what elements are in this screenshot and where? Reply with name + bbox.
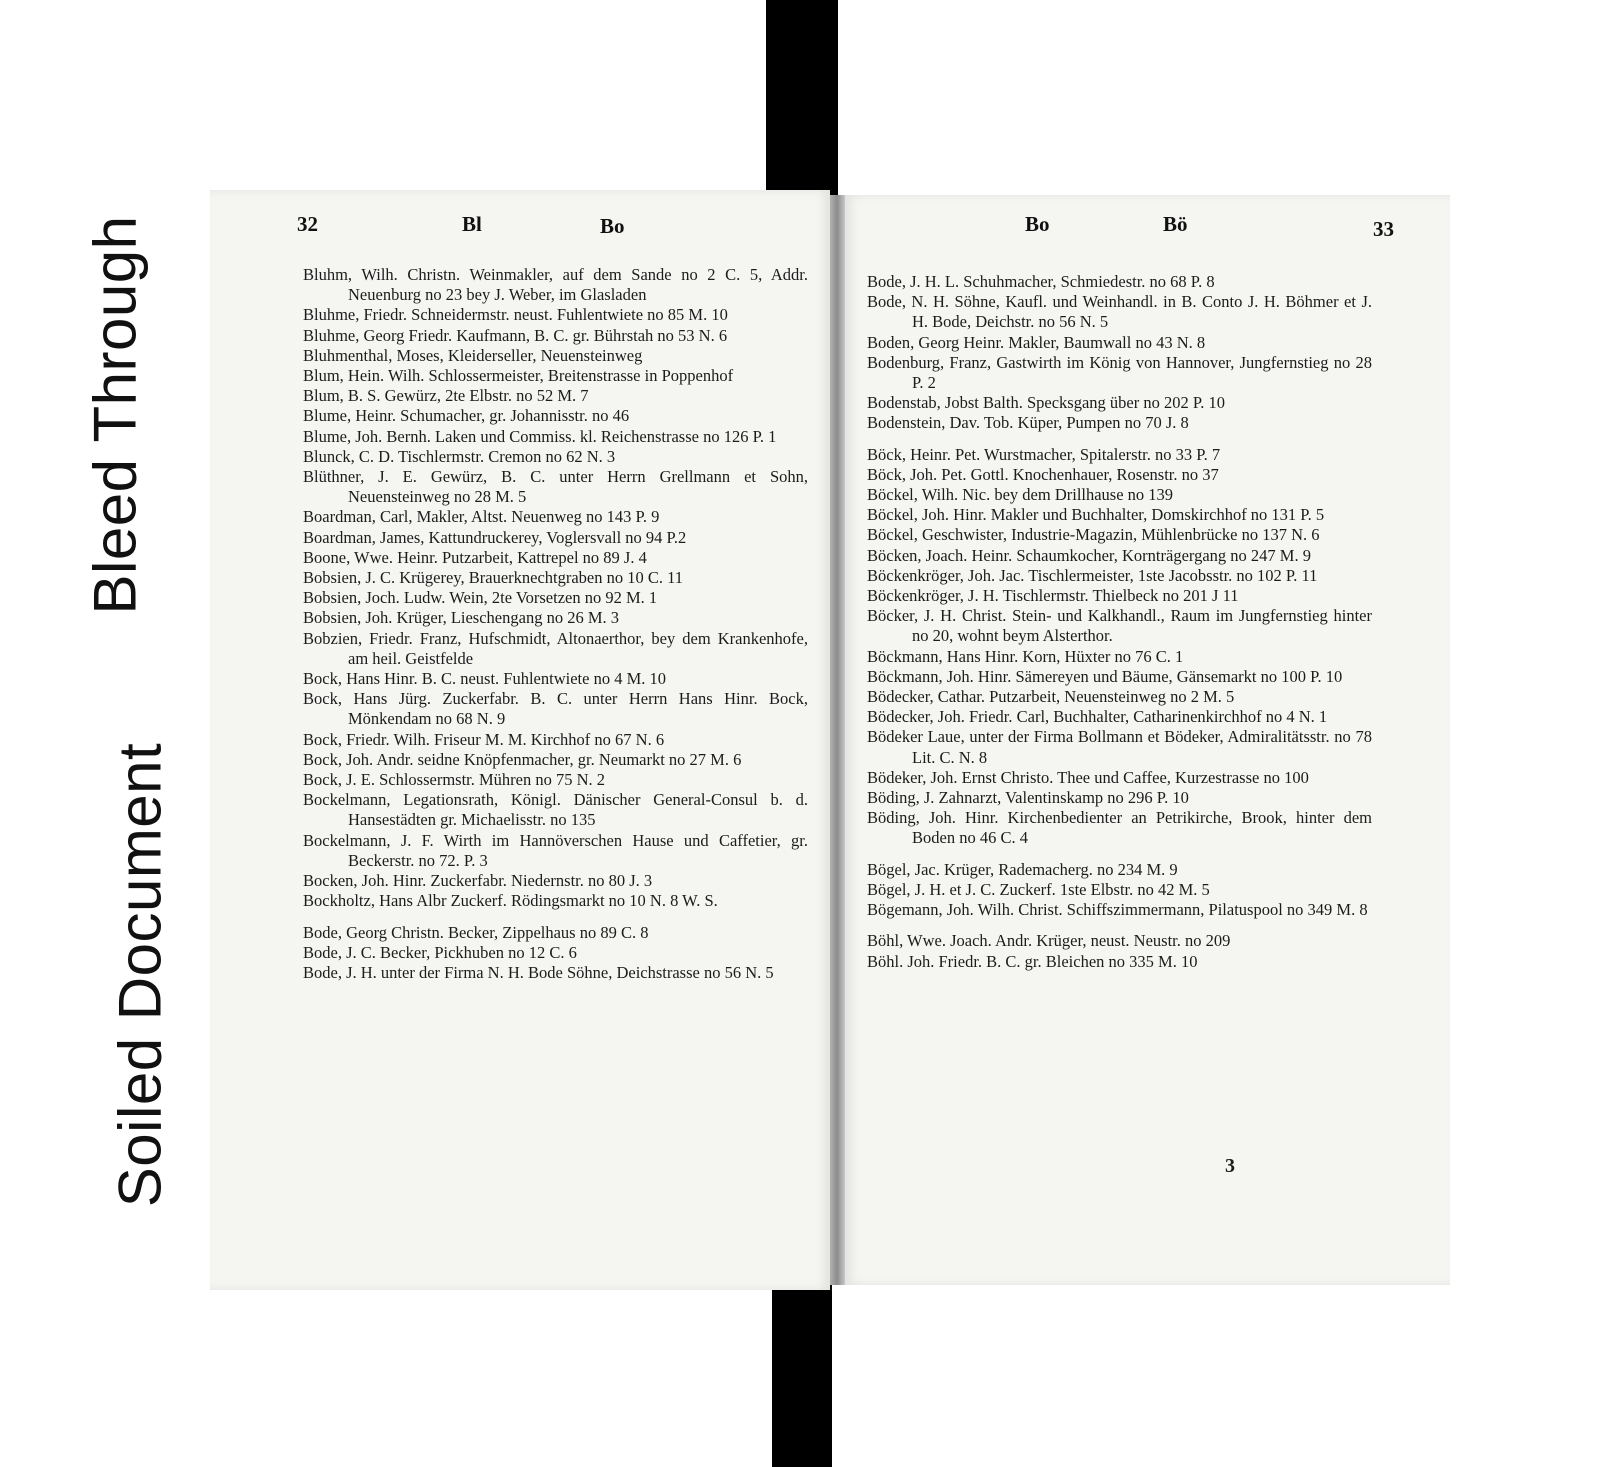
left-page-number: 32 — [297, 212, 318, 236]
directory-entry: Blunck, C. D. Tischlermstr. Cremon no 62 N. 3 — [303, 446, 616, 466]
soiled-document-label: Soiled Document — [106, 742, 174, 1208]
directory-entry: Blume, Joh. Bernh. Laken und Commiss. kl. Reichenstrasse no 126 P. 1 — [303, 426, 777, 446]
directory-entry: Boden, Georg Heinr. Makler, Baumwall no 43 N. 8 — [867, 332, 1206, 352]
directory-entry: Böckel, Geschwister, Industrie-Magazin, Mühlenbrücke no 137 N. 6 — [867, 525, 1320, 545]
directory-entry: Bobsien, Joh. Krüger, Lieschengang no 26 M. 3 — [303, 608, 619, 628]
directory-entry: Böckel, Wilh. Nic. bey dem Drillhause no 139 — [867, 485, 1174, 505]
directory-entry: Böckmann, Joh. Hinr. Sämereyen und Bäume, Gänsemarkt no 100 P. 10 — [867, 666, 1343, 686]
right-page — [845, 195, 1450, 1285]
directory-entry: Blum, Hein. Wilh. Schlossermeister, Breitenstrasse in Poppenhof — [303, 366, 734, 386]
directory-entry: Bocken, Joh. Hinr. Zuckerfabr. Niedernstr. no 80 J. 3 — [303, 871, 653, 891]
directory-entry: Böckel, Joh. Hinr. Makler und Buchhalter, Domskirchhof no 131 P. 5 — [867, 505, 1325, 525]
directory-entry: Böck, Joh. Pet. Gottl. Knochenhauer, Rosenstr. no 37 — [867, 464, 1219, 484]
directory-entry: Bluhmenthal, Moses, Kleiderseller, Neuensteinweg — [303, 345, 643, 365]
directory-entry: Bobzien, Friedr. Franz, Hufschmidt, Altonaerthor, bey dem Krankenhofe, am heil. Geistfelde — [303, 628, 808, 668]
directory-entry: Boardman, Carl, Makler, Altst. Neuenweg no 143 P. 9 — [303, 507, 660, 527]
directory-entry: Bögel, J. H. et J. C. Zuckerf. 1ste Elbstr. no 42 M. 5 — [867, 879, 1210, 899]
directory-entry: Böcker, J. H. Christ. Stein- und Kalkhandl., Raum im Jungfernstieg hinter no 20, wohnt beym Alsterthor. — [867, 606, 1372, 646]
directory-entry: Bödeker Laue, unter der Firma Bollmann et Bödeker, Admiralitätsstr. no 78 Lit. C. N. 8 — [867, 727, 1372, 767]
signature-mark: 3 — [1225, 1155, 1235, 1177]
right-header-range-start: Bo — [1025, 212, 1050, 236]
directory-entry: Bödecker, Cathar. Putzarbeit, Neuensteinweg no 2 M. 5 — [867, 687, 1235, 707]
directory-entry: Böhl. Joh. Friedr. B. C. gr. Bleichen no 335 M. 10 — [867, 951, 1198, 971]
directory-entry: Bock, Friedr. Wilh. Friseur M. M. Kirchhof no 67 N. 6 — [303, 729, 665, 749]
directory-entry: Bockelmann, J. F. Wirth im Hannöverschen Hause und Caffetier, gr. Beckerstr. no 72. P. 3 — [303, 830, 808, 870]
directory-entry: Blüthner, J. E. Gewürz, B. C. unter Herrn Grellmann et Sohn, Neuensteinweg no 28 M. 5 — [303, 467, 808, 507]
directory-entry: Blum, B. S. Gewürz, 2te Elbstr. no 52 M. 7 — [303, 386, 589, 406]
bleed-through-label: Bleed Through — [81, 215, 149, 615]
directory-entry: Bobsien, Joch. Ludw. Wein, 2te Vorsetzen no 92 M. 1 — [303, 588, 658, 608]
directory-entry: Bockelmann, Legationsrath, Königl. Dänischer General-Consul b. d. Hansestädten gr. Michaelisstr. no 135 — [303, 790, 808, 830]
directory-entry: Bode, Georg Christn. Becker, Zippelhaus no 89 C. 8 — [303, 922, 649, 942]
directory-entry: Böckenkröger, Joh. Jac. Tischlermeister, 1ste Jacobsstr. no 102 P. 11 — [867, 565, 1318, 585]
directory-entry: Boone, Wwe. Heinr. Putzarbeit, Kattrepel no 89 J. 4 — [303, 547, 647, 567]
book-gutter — [828, 195, 846, 1285]
directory-entry: Bockholtz, Hans Albr Zuckerf. Rödingsmarkt no 10 N. 8 W. S. — [303, 891, 718, 911]
directory-entry: Bluhme, Friedr. Schneidermstr. neust. Fuhlentwiete no 85 M. 10 — [303, 305, 728, 325]
directory-entry: Bögemann, Joh. Wilh. Christ. Schiffszimmermann, Pilatuspool no 349 M. 8 — [867, 900, 1368, 920]
directory-entry: Bluhm, Wilh. Christn. Weinmakler, auf dem Sande no 2 C. 5, Addr. Neuenburg no 23 bey J. Weber, im Glasladen — [303, 265, 808, 305]
left-entry-list — [303, 265, 808, 983]
directory-entry: Böding, J. Zahnarzt, Valentinskamp no 296 P. 10 — [867, 788, 1189, 808]
spine-bottom — [772, 1265, 832, 1467]
directory-entry: Bock, Joh. Andr. seidne Knöpfenmacher, gr. Neumarkt no 27 M. 6 — [303, 749, 742, 769]
left-header-range-end: Bo — [600, 214, 625, 238]
directory-entry: Bödecker, Joh. Friedr. Carl, Buchhalter, Catharinenkirchhof no 4 N. 1 — [867, 707, 1328, 727]
directory-entry: Bödeker, Joh. Ernst Christo. Thee und Caffee, Kurzestrasse no 100 — [867, 767, 1309, 787]
right-header-range-end: Bö — [1163, 212, 1188, 236]
directory-entry: Boardman, James, Kattundruckerey, Voglersvall no 94 P.2 — [303, 527, 687, 547]
directory-entry: Bode, J. H. L. Schuhmacher, Schmiedestr. no 68 P. 8 — [867, 272, 1215, 291]
right-page-number: 33 — [1373, 217, 1394, 241]
directory-entry: Bobsien, J. C. Krügerey, Brauerknechtgraben no 10 C. 11 — [303, 568, 684, 588]
directory-entry: Bock, Hans Jürg. Zuckerfabr. B. C. unter Herrn Hans Hinr. Bock, Mönkendam no 68 N. 9 — [303, 689, 808, 729]
spine-top — [766, 0, 838, 200]
directory-entry: Bock, J. E. Schlossermstr. Mühren no 75 N. 2 — [303, 770, 606, 790]
directory-entry: Böckenkröger, J. H. Tischlermstr. Thielbeck no 201 J 11 — [867, 586, 1239, 606]
right-entry-list — [867, 272, 1372, 972]
directory-entry: Bluhme, Georg Friedr. Kaufmann, B. C. gr. Bührstah no 53 N. 6 — [303, 325, 728, 345]
left-page — [210, 190, 830, 1290]
directory-entry: Bode, J. H. unter der Firma N. H. Bode Söhne, Deichstrasse no 56 N. 5 — [303, 962, 774, 982]
directory-entry: Bögel, Jac. Krüger, Rademacherg. no 234 M. 9 — [867, 859, 1178, 879]
directory-entry: Böhl, Wwe. Joach. Andr. Krüger, neust. Neustr. no 209 — [867, 931, 1231, 951]
directory-entry: Böck, Heinr. Pet. Wurstmacher, Spitalerstr. no 33 P. 7 — [867, 444, 1221, 464]
directory-entry: Bock, Hans Hinr. B. C. neust. Fuhlentwiete no 4 M. 10 — [303, 669, 666, 689]
directory-entry: Bodenstein, Dav. Tob. Küper, Pumpen no 70 J. 8 — [867, 413, 1189, 433]
directory-entry: Böcken, Joach. Heinr. Schaumkocher, Kornträgergang no 247 M. 9 — [867, 545, 1311, 565]
left-header-range-start: Bl — [462, 212, 482, 236]
directory-entry: Bode, J. C. Becker, Pickhuben no 12 C. 6 — [303, 942, 577, 962]
directory-entry: Bodenstab, Jobst Balth. Specksgang über no 202 P. 10 — [867, 393, 1225, 413]
directory-entry: Böding, Joh. Hinr. Kirchenbedienter an Petrikirche, Brook, hinter dem Boden no 46 C. 4 — [867, 808, 1372, 848]
directory-entry: Böckmann, Hans Hinr. Korn, Hüxter no 76 C. 1 — [867, 646, 1184, 666]
directory-entry: Bodenburg, Franz, Gastwirth im König von Hannover, Jungfernstieg no 28 P. 2 — [867, 352, 1372, 393]
directory-entry: Blume, Heinr. Schumacher, gr. Johannisstr. no 46 — [303, 406, 630, 426]
directory-entry: Bode, N. H. Söhne, Kaufl. und Weinhandl. in B. Conto J. H. Böhmer et J. H. Bode, Deichstr. no 56 N. 5 — [867, 292, 1372, 332]
